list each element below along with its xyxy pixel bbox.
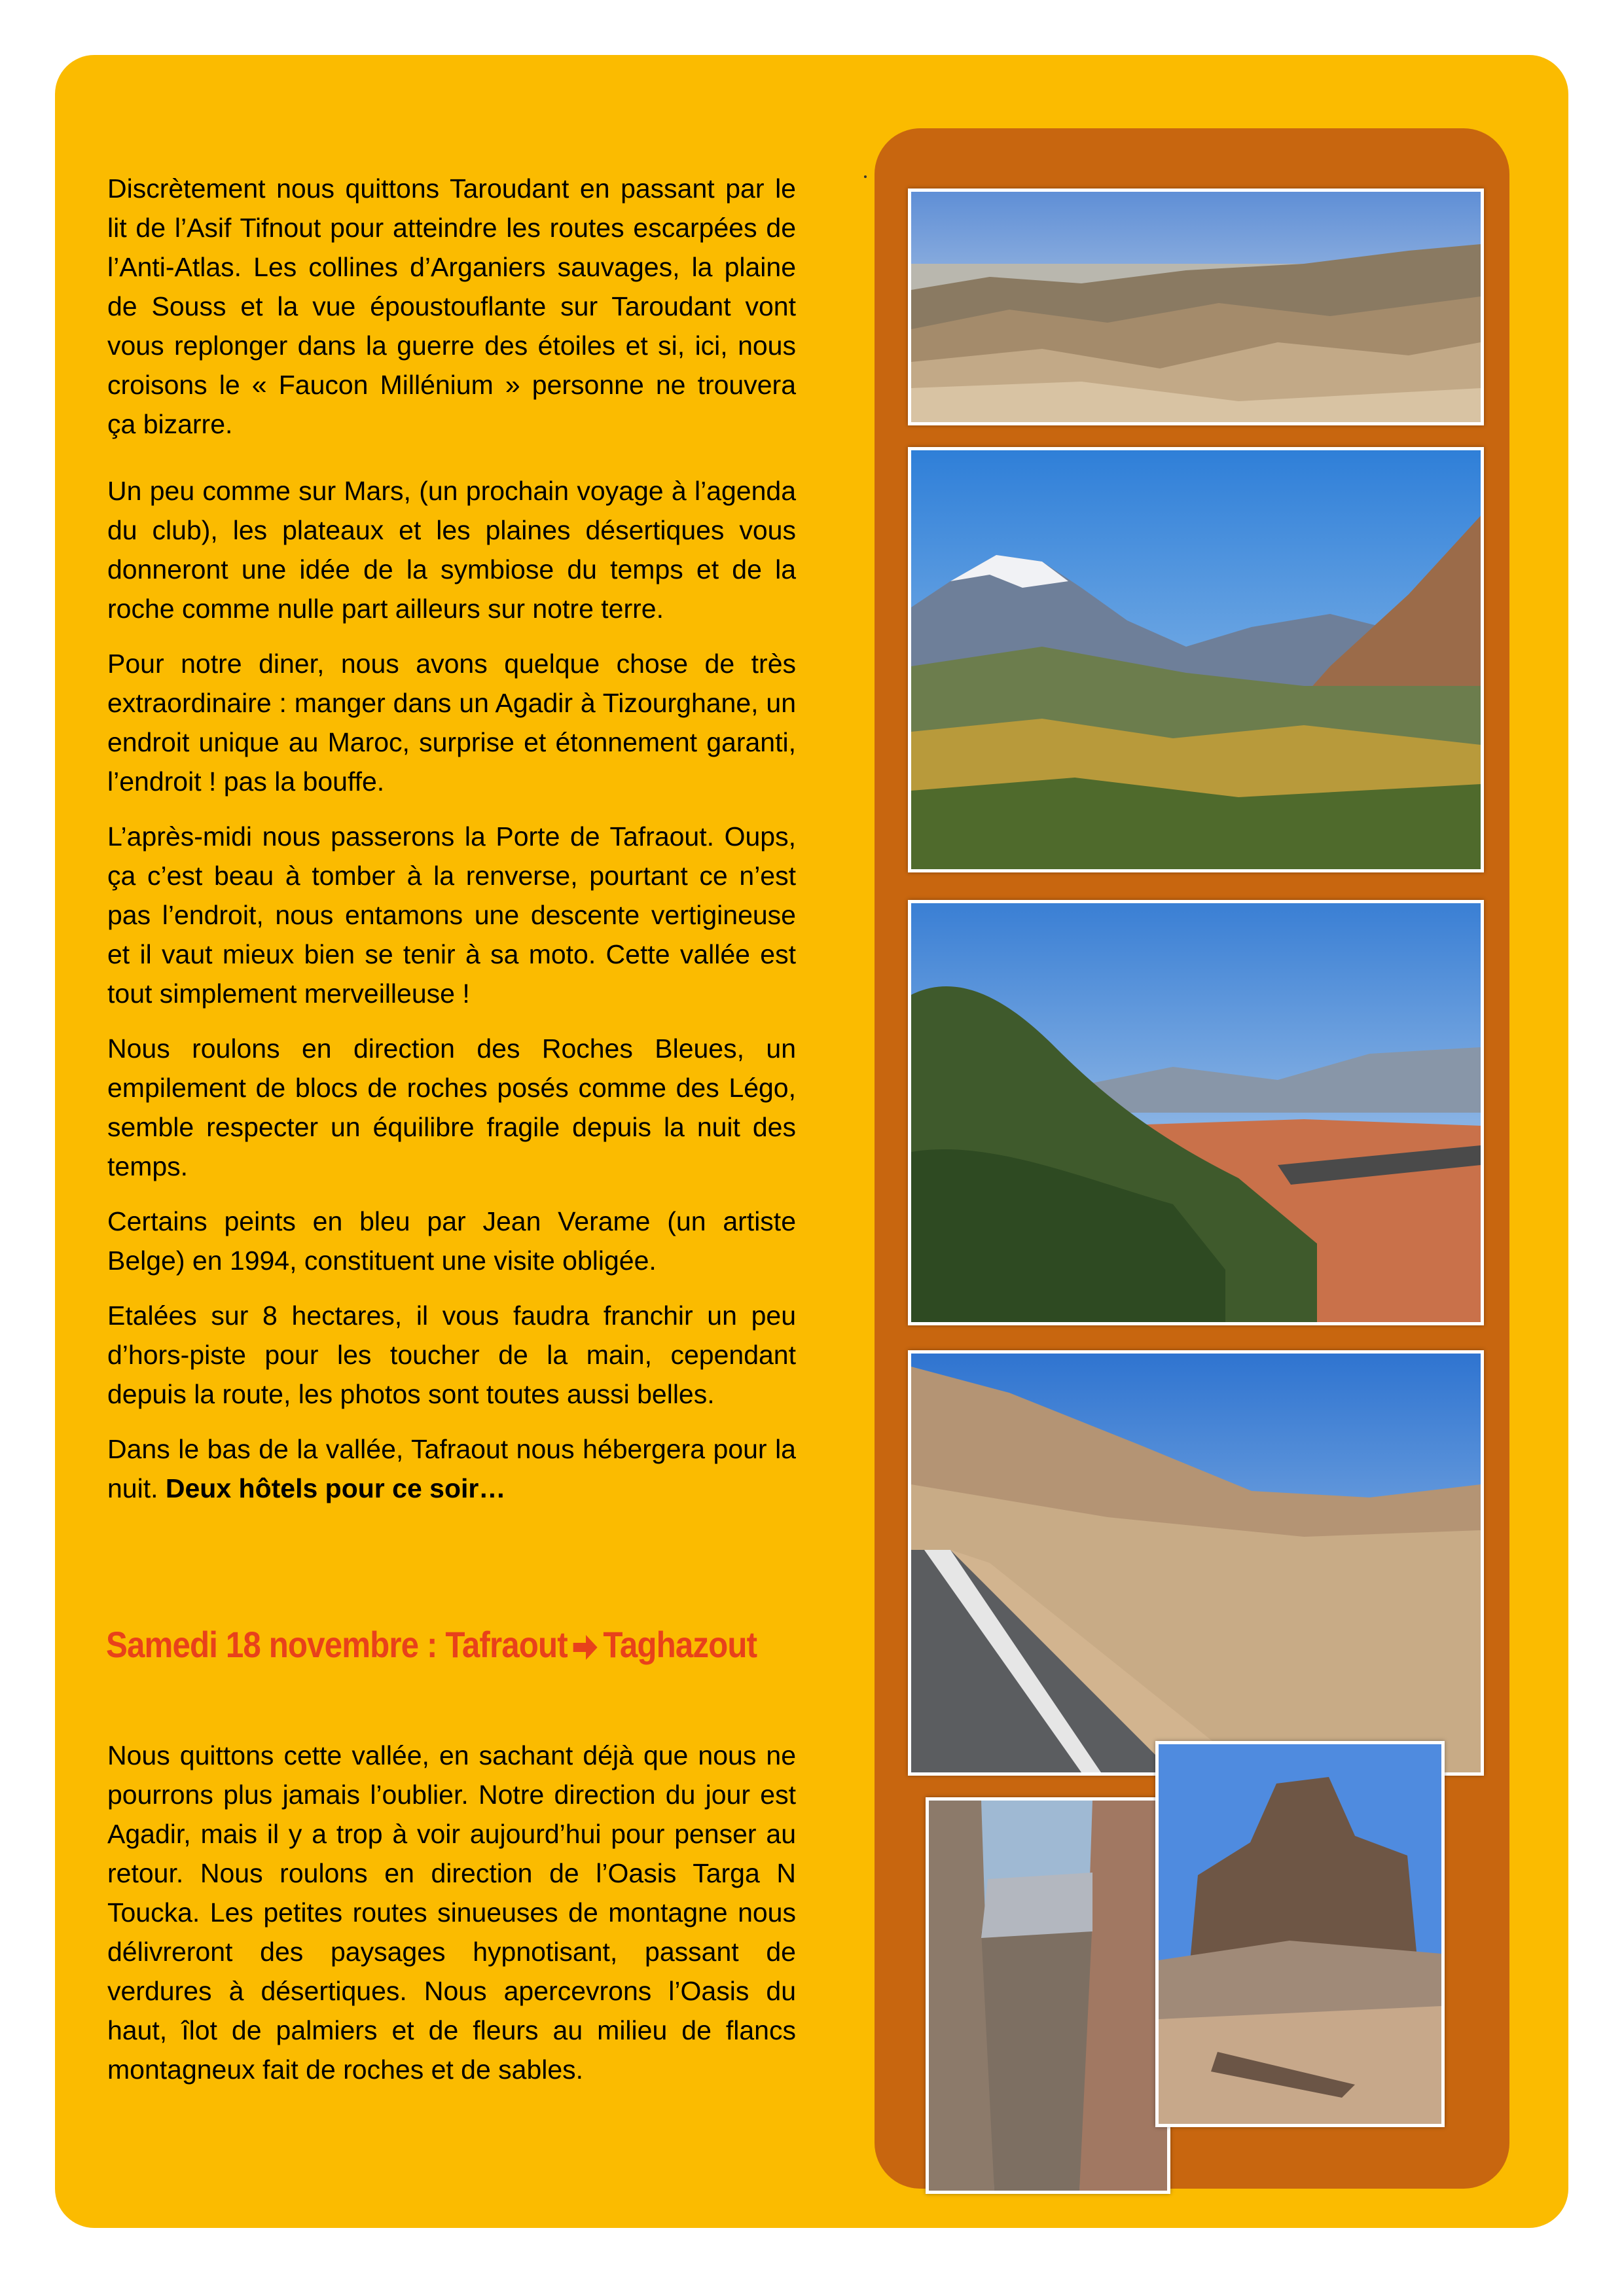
paragraph-hectares: Etalées sur 8 hectares, il vous faudra franchir un peu d’hors-piste pour les toucher de la main, cependant depuis la route, les photos sont toutes aussi belles. <box>107 1300 796 1409</box>
stray-dot-mark <box>864 175 867 178</box>
paragraph-mars: Un peu comme sur Mars, (un prochain voyage à l’agenda du club), les plateaux et les plaines désertiques vous donneront une idée de la symbiose du temps et de la roche comme nulle part ailleurs sur notre terre. <box>107 476 796 624</box>
paragraph-jean-verame: Certains peints en bleu par Jean Verame (un artiste Belge) en 1994, constituent une visite obligée. <box>107 1206 796 1276</box>
photo-kasbah <box>1155 1741 1445 2127</box>
article-text-section-1 <box>107 169 796 1524</box>
right-arrow-icon <box>571 1631 600 1664</box>
photo-stone-alley <box>926 1797 1170 2194</box>
photo-panorama-plain <box>908 188 1484 425</box>
paragraph-hotels <box>107 1429 796 1508</box>
paragraph-targa-n-toucka: Nous quittons cette vallée, en sachant déjà que nous ne pourrons plus jamais l’oublier. Notre direction du jour est Agadir, mais il y a trop à voir aujourd’hui pour penser au retour. Nous roulons en direction de l’Oasis Targa N Toucka. Les petites routes sinueuses de montagne nous délivreront des paysages hypnotisant, passant de verdures à désertiques. Nous apercevrons l’Oasis du haut, îlot de palmiers et de fleurs au milieu de flancs montagneux fait de roches et de sables. <box>107 1740 796 2085</box>
article-text-section-2 <box>107 1736 796 2089</box>
heading-from: Samedi 18 novembre : Tafraout <box>106 1624 568 1665</box>
photo-red-earth-road <box>908 900 1484 1325</box>
photo-desert-road <box>908 1350 1484 1776</box>
hotels-text: Dans le bas de la vallée, Tafraout nous hébergera pour la nuit. <box>107 1434 796 1503</box>
paragraph-diner: Pour notre diner, nous avons quelque chose de très extraordinaire : manger dans un Agadir à Tizourghane, un endroit unique au Maroc, surprise et étonnement garanti, l’endroit ! pas la bouffe. <box>107 649 796 797</box>
paragraph-porte-tafraout: L’après-midi nous passerons la Porte de Tafraout. Oups, ça c’est beau à tomber à la renverse, pourtant ce n’est pas l’endroit, nous entamons une descente vertigineuse et il vaut mieux bien se tenir à sa moto. Cette vallée est tout simplement merveilleuse ! <box>107 821 796 1009</box>
hotels-bold-text: Deux hôtels pour ce soir… <box>165 1473 506 1503</box>
paragraph-roches-bleues: Nous roulons en direction des Roches Bleues, un empilement de blocs de roches posés comme des Légo, semble respecter un équilibre fragile depuis la nuit des temps. <box>107 1033 796 1181</box>
paragraph-taroudant: Discrètement nous quittons Taroudant en passant par le lit de l’Asif Tifnout pour atteindre les routes escarpées de l’Anti-Atlas. Les collines d’Arganiers sauvages, la plaine de Souss et la vue époustouflante sur Taroudant vont vous replonger dans la guerre des étoiles et si, ici, nous croisons le « Faucon Millénium » personne ne trouvera ça bizarre. <box>107 173 796 439</box>
day-heading <box>106 1623 757 1666</box>
heading-to: Taghazout <box>603 1624 757 1665</box>
photo-snowy-mountains-valley <box>908 447 1484 872</box>
